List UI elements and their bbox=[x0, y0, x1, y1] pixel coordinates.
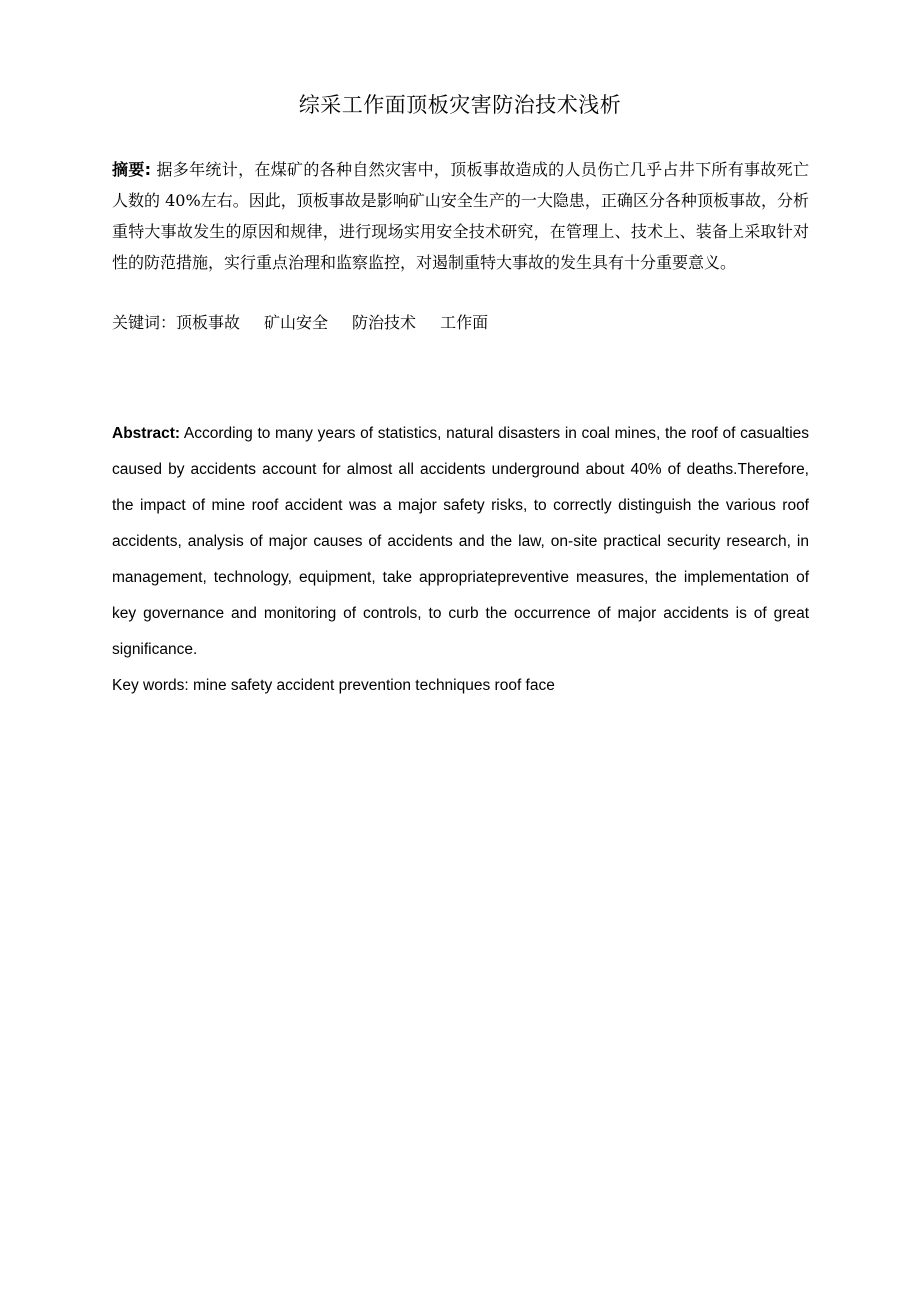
english-abstract-text: According to many years of statistics, natural disasters in coal mines, the roof of casualties caused by accidents account for almost all accidents underground about 40% of deaths.Therefore, the impact of mine roof accident was a major safety risks, to correctly distinguish the various roof accidents, analysis of major causes of accidents and the law, on-site practical security research, in management, technology, equipment, take appropriatepreventive measures, the implementation of key governance and monitoring of controls, to curb the occurrence of major accidents is of great significance. bbox=[112, 425, 810, 658]
english-abstract-label: Abstract: bbox=[112, 425, 181, 442]
chinese-keyword: 防治技术 bbox=[352, 313, 417, 332]
chinese-keyword: 矿山安全 bbox=[264, 313, 329, 332]
chinese-abstract bbox=[112, 154, 809, 278]
chinese-keywords bbox=[112, 309, 809, 337]
document-title: 综采工作面顶板灾害防治技术浅析 bbox=[298, 93, 622, 117]
chinese-abstract-label: 摘要: bbox=[112, 160, 152, 179]
chinese-keyword: 顶板事故 bbox=[176, 313, 241, 332]
chinese-keywords-label: 关键词： bbox=[112, 313, 177, 332]
english-keywords: Key words: mine safety accident prevention techniques roof face bbox=[112, 677, 555, 694]
chinese-keyword: 工作面 bbox=[440, 313, 489, 332]
english-abstract bbox=[112, 416, 809, 668]
chinese-abstract-text: 据多年统计，在煤矿的各种自然灾害中，顶板事故造成的人员伤亡几乎占井下所有事故死亡人数的 40%左右。因此，顶板事故是影响矿山安全生产的一大隐患，正确区分各种顶板事故，分析重特大事故发生的原因和规律，进行现场实用安全技术研究，在管理上、技术上、装备上采取针对性的防范措施，实行重点治理和监察监控，对遏制重特大事故的发生具有十分重要意义。 bbox=[112, 160, 809, 272]
